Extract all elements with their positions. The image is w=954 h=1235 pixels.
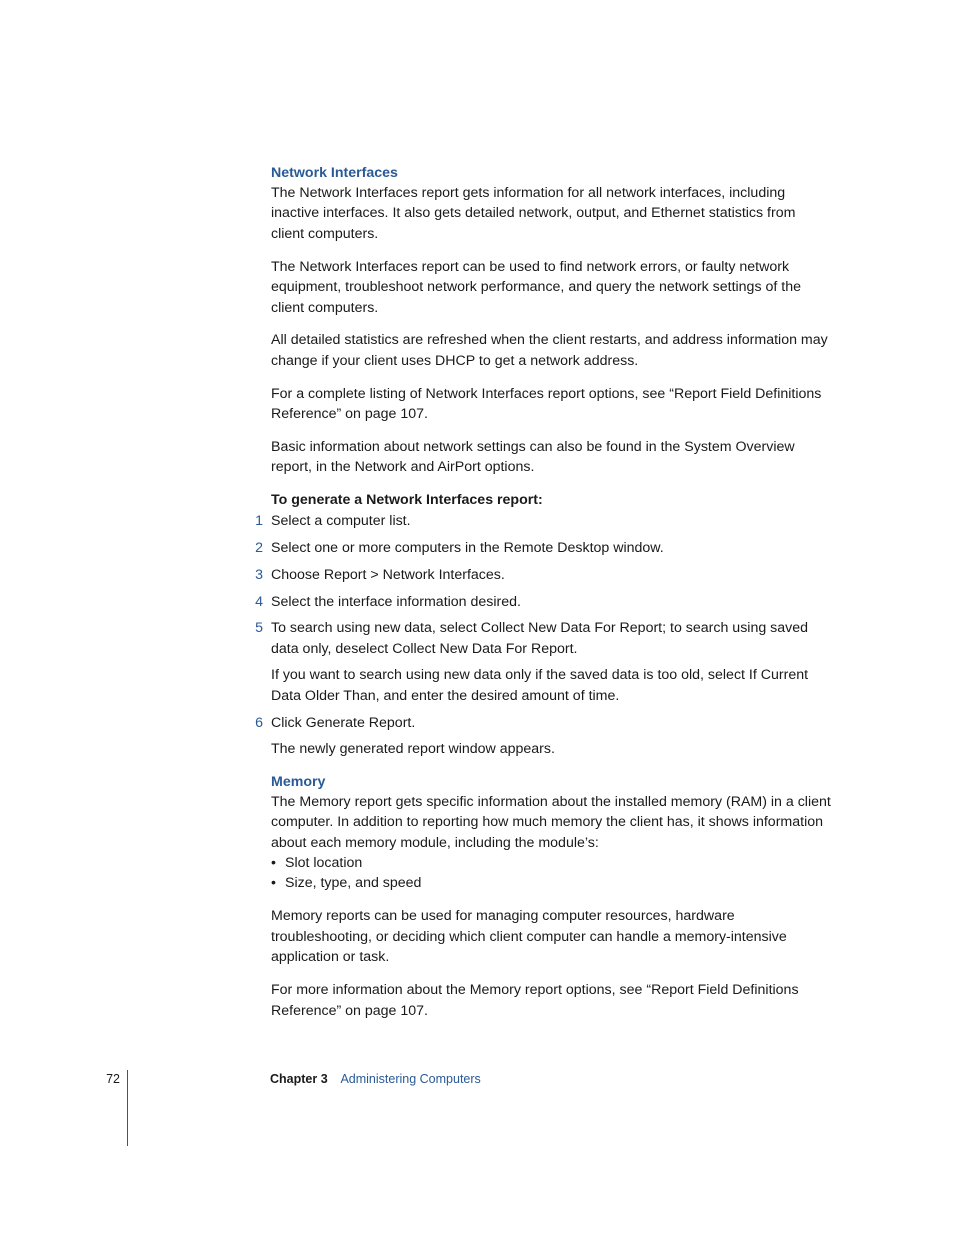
bullet-item: • Size, type, and speed	[271, 873, 831, 893]
step-text: To search using new data, select Collect New Data For Report; to search using saved data only, deselect Collect New Data For Report.	[271, 620, 809, 657]
step-number: 1	[255, 512, 263, 529]
step-subtext: If you want to search using new data only if the saved data is too old, select If Current Data Older Than, and enter the desired amount of time.	[271, 667, 809, 704]
bullet-list	[271, 853, 831, 894]
bullet-item: • Slot location	[271, 853, 831, 873]
procedure-steps	[255, 511, 831, 733]
step-item	[255, 565, 831, 585]
paragraph: All detailed statistics are refreshed when the client restarts, and address information may change if your client uses DHCP to get a network address.	[271, 332, 828, 369]
step-text: Select the interface information desired.	[271, 593, 521, 610]
paragraph: For a complete listing of Network Interfaces report options, see “Report Field Definitions Reference” on page 107.	[271, 385, 822, 423]
step-item	[255, 592, 831, 612]
step-item	[255, 618, 831, 706]
chapter-label: Chapter 3	[270, 1072, 328, 1086]
page-content	[255, 163, 831, 1033]
footer-rule	[127, 1070, 128, 1146]
step-number: 2	[255, 539, 263, 556]
step-number: 5	[255, 620, 263, 637]
paragraph: The Network Interfaces report can be used to find network errors, or faulty network equipment, troubleshoot network performance, and query the network settings of the client computers.	[271, 258, 801, 316]
step-item	[255, 511, 831, 531]
paragraph: For more information about the Memory report options, see “Report Field Definitions Reference” on page 107.	[271, 982, 799, 1019]
page-number: 72	[106, 1072, 120, 1086]
step-number: 4	[255, 593, 263, 610]
chapter-title: Administering Computers	[340, 1072, 481, 1086]
footer-chapter	[270, 1072, 481, 1086]
step-number: 3	[255, 566, 263, 583]
step-result: The newly generated report window appears.	[271, 741, 555, 758]
step-text: Choose Report > Network Interfaces.	[271, 566, 505, 583]
step-item	[255, 538, 831, 558]
paragraph: The Memory report gets specific information about the installed memory (RAM) in a client computer. In addition to reporting how much memory the client has, it shows information about each memory module, including the module’s:	[271, 793, 831, 851]
section-heading-memory: Memory	[271, 773, 326, 790]
section-heading-network-interfaces: Network Interfaces	[271, 165, 398, 181]
step-text: Click Generate Report.	[271, 714, 416, 731]
procedure-title: To generate a Network Interfaces report:	[271, 492, 543, 509]
step-number: 6	[255, 714, 263, 731]
step-text: Select a computer list.	[271, 512, 411, 529]
paragraph: Memory reports can be used for managing computer resources, hardware troubleshooting, or deciding which client computer can handle a memory-intensive application or task.	[271, 908, 787, 966]
step-item	[255, 713, 831, 733]
paragraph: The Network Interfaces report gets information for all network interfaces, including inactive interfaces. It also gets detailed network, output, and Ethernet statistics from client computers.	[271, 185, 796, 242]
paragraph: Basic information about network settings can also be found in the System Overview report, in the Network and AirPort options.	[271, 439, 795, 476]
step-text: Select one or more computers in the Remote Desktop window.	[271, 539, 664, 556]
